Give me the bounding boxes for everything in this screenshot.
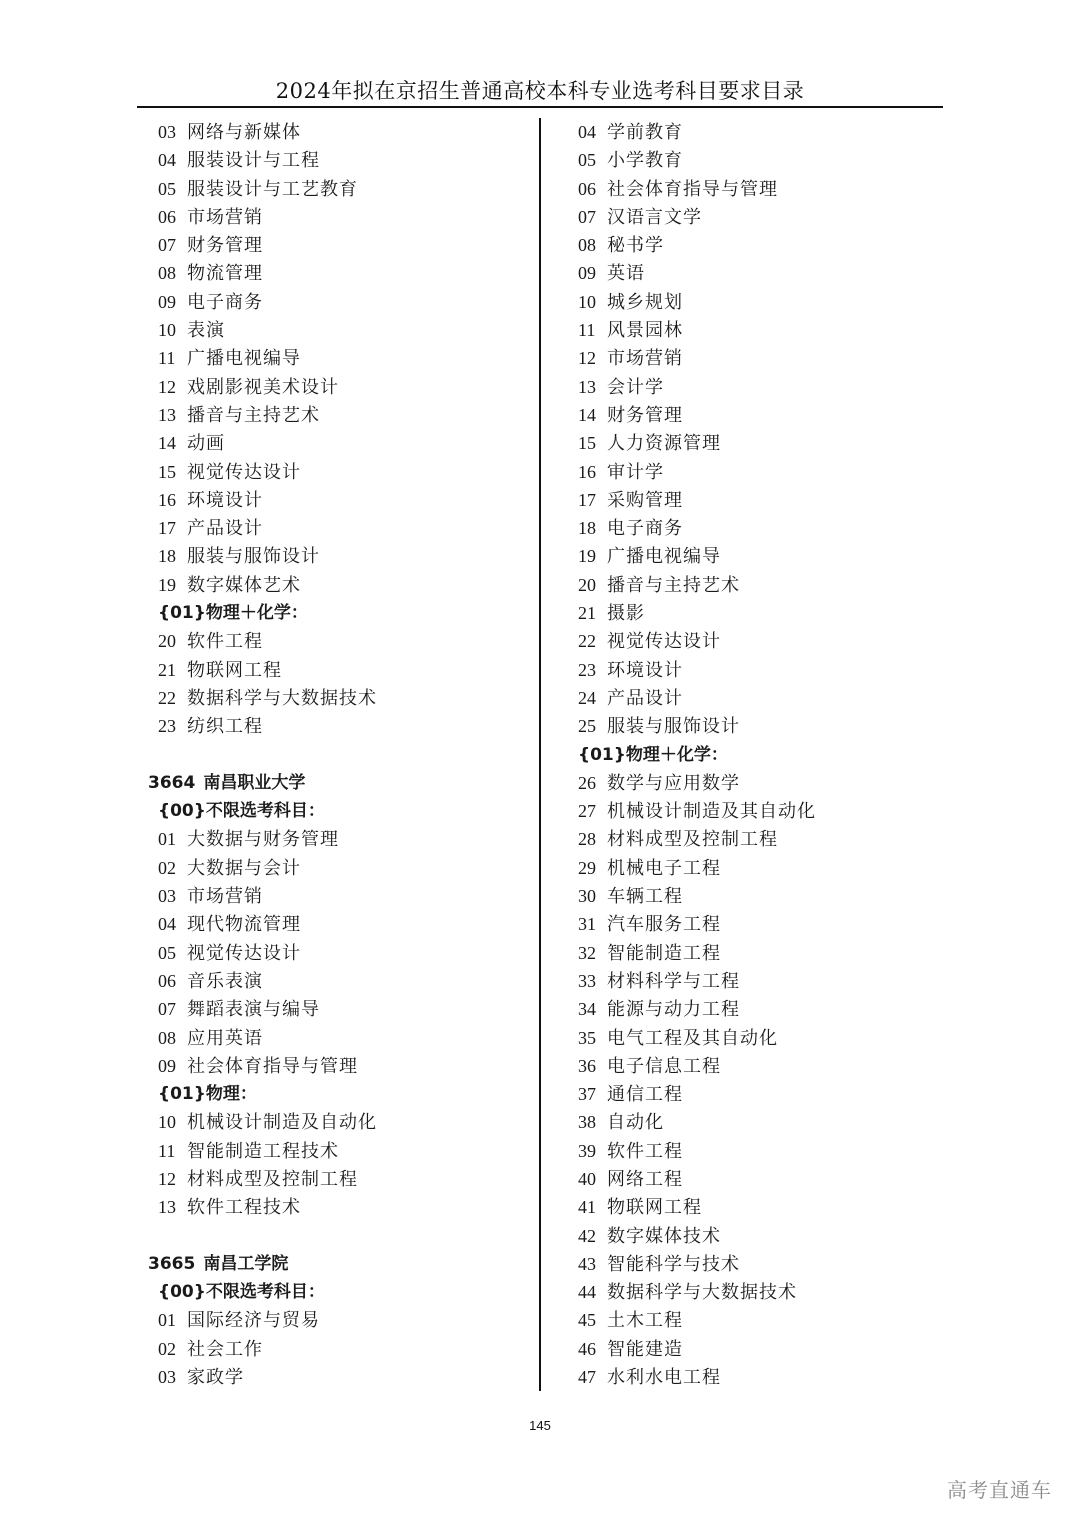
major-code: 03 — [158, 1367, 176, 1388]
major-code: 19 — [158, 574, 176, 595]
major-code: 08 — [158, 1027, 176, 1048]
major-row — [568, 344, 948, 372]
major-name: 物流管理 — [187, 263, 263, 285]
major-name: 播音与主持艺术 — [607, 574, 740, 596]
major-code: 46 — [578, 1338, 596, 1359]
major-row — [568, 203, 948, 231]
major-code: 34 — [578, 999, 596, 1020]
major-code: 13 — [158, 404, 176, 425]
major-name: 电子商务 — [607, 518, 683, 540]
major-row — [148, 1363, 533, 1391]
major-row — [148, 542, 533, 570]
major-code: 45 — [578, 1310, 596, 1331]
major-name: 产品设计 — [607, 687, 683, 709]
major-code: 17 — [158, 518, 176, 539]
major-row — [568, 656, 948, 684]
major-name: 网络工程 — [607, 1168, 683, 1190]
major-code: 13 — [158, 1197, 176, 1218]
major-row — [148, 1335, 533, 1363]
major-name: 表演 — [187, 320, 225, 342]
major-name: 城乡规划 — [607, 291, 683, 313]
major-name: 材料成型及控制工程 — [187, 1168, 358, 1190]
major-row — [148, 995, 533, 1023]
major-name: 软件工程 — [187, 631, 263, 653]
major-name: 动画 — [187, 433, 225, 455]
major-row — [148, 259, 533, 287]
major-name: 应用英语 — [187, 1027, 263, 1049]
major-row — [568, 146, 948, 174]
major-name: 环境设计 — [187, 489, 263, 511]
major-code: 11 — [158, 1140, 176, 1161]
major-name: 汉语言文学 — [607, 206, 702, 228]
major-row — [568, 514, 948, 542]
major-name: 软件工程 — [607, 1140, 683, 1162]
major-code: 10 — [158, 320, 176, 341]
major-code: 13 — [578, 376, 596, 397]
major-row — [148, 288, 533, 316]
major-row — [568, 882, 948, 910]
major-name: 社会工作 — [187, 1338, 263, 1360]
major-code: 33 — [578, 970, 596, 991]
major-code: 39 — [578, 1140, 596, 1161]
major-name: 材料科学与工程 — [607, 970, 740, 992]
major-code: 29 — [578, 857, 596, 878]
major-code: 15 — [158, 461, 176, 482]
major-row — [568, 825, 948, 853]
major-code: 06 — [158, 970, 176, 991]
major-code: 20 — [578, 574, 596, 595]
major-name: 智能建造 — [607, 1338, 683, 1360]
major-name: 视觉传达设计 — [607, 631, 721, 653]
major-name: 智能制造工程技术 — [187, 1140, 339, 1162]
major-name: 数字媒体艺术 — [187, 574, 301, 596]
major-row — [148, 401, 533, 429]
major-name: 环境设计 — [607, 659, 683, 681]
major-name: 数学与应用数学 — [607, 772, 740, 794]
school-heading — [148, 1250, 533, 1278]
major-row — [148, 1024, 533, 1052]
major-code: 02 — [158, 1338, 176, 1359]
major-row — [568, 571, 948, 599]
major-code: 19 — [578, 546, 596, 567]
watermark: 高考直通车 — [947, 1478, 1052, 1502]
major-name: 市场营销 — [607, 348, 683, 370]
major-row — [568, 769, 948, 797]
major-name: 服装设计与工艺教育 — [187, 178, 358, 200]
major-row — [148, 429, 533, 457]
major-code: 31 — [578, 914, 596, 935]
subject-group-heading: {01}物理＋化学： — [158, 603, 308, 624]
major-name: 服装与服饰设计 — [187, 546, 320, 568]
blank-row — [148, 1222, 533, 1250]
major-name: 机械电子工程 — [607, 857, 721, 879]
major-row — [568, 1278, 948, 1306]
major-code: 01 — [158, 829, 176, 850]
major-name: 小学教育 — [607, 150, 683, 172]
major-name: 汽车服务工程 — [607, 914, 721, 936]
major-row — [568, 1137, 948, 1165]
major-name: 国际经济与贸易 — [187, 1310, 320, 1332]
major-row — [568, 1080, 948, 1108]
major-code: 05 — [158, 942, 176, 963]
major-name: 服装设计与工程 — [187, 150, 320, 172]
major-row — [148, 712, 533, 740]
major-row — [568, 797, 948, 825]
major-name: 大数据与会计 — [187, 857, 301, 879]
major-row — [148, 344, 533, 372]
major-row — [148, 1137, 533, 1165]
page-title: 2024年拟在京招生普通高校本科专业选考科目要求目录 — [275, 79, 805, 103]
major-row — [148, 910, 533, 938]
major-row — [148, 146, 533, 174]
major-row — [568, 1024, 948, 1052]
major-code: 09 — [158, 291, 176, 312]
major-row — [568, 288, 948, 316]
major-code: 16 — [578, 461, 596, 482]
major-row — [568, 939, 948, 967]
major-name: 材料成型及控制工程 — [607, 829, 778, 851]
major-row — [148, 373, 533, 401]
major-code: 25 — [578, 716, 596, 737]
major-code: 27 — [578, 801, 596, 822]
major-name: 大数据与财务管理 — [187, 829, 339, 851]
major-name: 舞蹈表演与编导 — [187, 999, 320, 1021]
major-row — [568, 316, 948, 344]
right-column — [568, 118, 948, 1391]
major-row — [568, 684, 948, 712]
major-row — [148, 231, 533, 259]
major-code: 04 — [578, 122, 596, 142]
major-name: 音乐表演 — [187, 970, 263, 992]
major-code: 06 — [578, 178, 596, 199]
major-code: 42 — [578, 1225, 596, 1246]
major-row — [568, 1193, 948, 1221]
major-name: 家政学 — [187, 1367, 244, 1389]
major-row — [568, 458, 948, 486]
major-row — [148, 684, 533, 712]
major-code: 05 — [578, 150, 596, 171]
major-row — [568, 1222, 948, 1250]
major-row — [568, 712, 948, 740]
major-code: 47 — [578, 1367, 596, 1388]
major-row — [568, 373, 948, 401]
major-row — [568, 259, 948, 287]
major-code: 30 — [578, 886, 596, 907]
major-row — [148, 203, 533, 231]
major-code: 40 — [578, 1168, 596, 1189]
subject-group-heading: {01}物理： — [158, 1084, 257, 1105]
major-name: 学前教育 — [607, 122, 683, 143]
major-name: 物联网工程 — [187, 659, 282, 681]
major-row — [568, 401, 948, 429]
major-code: 16 — [158, 489, 176, 510]
major-code: 07 — [578, 206, 596, 227]
major-name: 社会体育指导与管理 — [607, 178, 778, 200]
major-code: 22 — [578, 631, 596, 652]
major-name: 软件工程技术 — [187, 1197, 301, 1219]
subject-group-heading: {00}不限选考科目： — [158, 801, 325, 822]
major-row — [568, 175, 948, 203]
major-name: 采购管理 — [607, 489, 683, 511]
major-name: 纺织工程 — [187, 716, 263, 738]
major-code: 23 — [578, 659, 596, 680]
major-code: 10 — [158, 1112, 176, 1133]
major-code: 24 — [578, 687, 596, 708]
major-name: 能源与动力工程 — [607, 999, 740, 1021]
major-row — [568, 1052, 948, 1080]
major-name: 秘书学 — [607, 235, 664, 257]
major-name: 会计学 — [607, 376, 664, 398]
left-column — [148, 118, 533, 1391]
major-row — [148, 1108, 533, 1136]
major-row — [148, 1165, 533, 1193]
major-name: 英语 — [607, 263, 645, 285]
major-name: 智能科学与技术 — [607, 1253, 740, 1275]
header-rule — [137, 106, 943, 108]
major-row — [568, 1306, 948, 1334]
major-name: 财务管理 — [187, 235, 263, 257]
major-name: 播音与主持艺术 — [187, 404, 320, 426]
major-row — [568, 854, 948, 882]
major-row — [148, 514, 533, 542]
major-name: 广播电视编导 — [607, 546, 721, 568]
major-name: 通信工程 — [607, 1084, 683, 1106]
major-name: 机械设计制造及其自动化 — [607, 801, 816, 823]
major-code: 41 — [578, 1197, 596, 1218]
major-code: 43 — [578, 1253, 596, 1274]
major-name: 财务管理 — [607, 404, 683, 426]
major-code: 02 — [158, 857, 176, 878]
major-name: 电气工程及其自动化 — [607, 1027, 778, 1049]
major-code: 12 — [158, 376, 176, 397]
major-row — [568, 486, 948, 514]
major-code: 10 — [578, 291, 596, 312]
page-number: 145 — [529, 1418, 551, 1433]
major-code: 38 — [578, 1112, 596, 1133]
major-code: 07 — [158, 999, 176, 1020]
major-code: 32 — [578, 942, 596, 963]
blank-row — [148, 741, 533, 769]
major-name: 智能制造工程 — [607, 942, 721, 964]
major-code: 12 — [578, 348, 596, 369]
major-row — [148, 458, 533, 486]
school-code: 3664 — [148, 772, 196, 793]
major-name: 土木工程 — [607, 1310, 683, 1332]
major-name: 风景园林 — [607, 320, 683, 342]
major-name: 现代物流管理 — [187, 914, 301, 936]
major-row — [568, 542, 948, 570]
major-row — [568, 231, 948, 259]
major-code: 11 — [158, 348, 176, 369]
major-row — [148, 1193, 533, 1221]
major-name: 服装与服饰设计 — [607, 716, 740, 738]
major-code: 37 — [578, 1084, 596, 1105]
major-row — [568, 967, 948, 995]
major-code: 01 — [158, 1310, 176, 1331]
major-code: 04 — [158, 150, 176, 171]
major-name: 戏剧影视美术设计 — [187, 376, 339, 398]
major-row — [148, 882, 533, 910]
major-name: 摄影 — [607, 603, 645, 625]
major-row — [568, 1335, 948, 1363]
major-code: 28 — [578, 829, 596, 850]
major-row — [568, 910, 948, 938]
major-name: 审计学 — [607, 461, 664, 483]
major-name: 广播电视编导 — [187, 348, 301, 370]
major-name: 产品设计 — [187, 518, 263, 540]
major-code: 09 — [578, 263, 596, 284]
major-row — [148, 175, 533, 203]
major-row — [568, 429, 948, 457]
school-code: 3665 — [148, 1253, 196, 1274]
major-name: 数据科学与大数据技术 — [607, 1282, 797, 1304]
subject-group-heading: {00}不限选考科目： — [158, 1282, 325, 1303]
major-code: 11 — [578, 320, 596, 341]
school-heading — [148, 769, 533, 797]
major-name: 物联网工程 — [607, 1197, 702, 1219]
major-code: 23 — [158, 716, 176, 737]
major-row — [568, 118, 948, 146]
major-code: 08 — [578, 235, 596, 256]
school-name: 南昌工学院 — [203, 1253, 289, 1274]
major-code: 14 — [158, 433, 176, 454]
major-code: 06 — [158, 206, 176, 227]
major-code: 21 — [578, 603, 596, 624]
major-code: 44 — [578, 1282, 596, 1303]
major-name: 数字媒体技术 — [607, 1225, 721, 1247]
major-row — [568, 1363, 948, 1391]
major-code: 03 — [158, 122, 176, 142]
major-code: 18 — [158, 546, 176, 567]
major-code: 22 — [158, 687, 176, 708]
major-name: 市场营销 — [187, 206, 263, 228]
major-code: 20 — [158, 631, 176, 652]
column-divider — [539, 118, 541, 1391]
major-code: 17 — [578, 489, 596, 510]
major-code: 36 — [578, 1055, 596, 1076]
major-code: 35 — [578, 1027, 596, 1048]
major-name: 水利水电工程 — [607, 1367, 721, 1389]
major-name: 网络与新媒体 — [187, 122, 301, 143]
major-code: 08 — [158, 263, 176, 284]
major-name: 电子信息工程 — [607, 1055, 721, 1077]
major-code: 09 — [158, 1055, 176, 1076]
major-row — [568, 995, 948, 1023]
major-row — [148, 854, 533, 882]
major-row — [148, 939, 533, 967]
major-name: 车辆工程 — [607, 886, 683, 908]
major-row — [148, 486, 533, 514]
major-row — [568, 1250, 948, 1278]
major-row — [148, 656, 533, 684]
major-code: 18 — [578, 518, 596, 539]
school-name: 南昌职业大学 — [203, 772, 306, 793]
major-code: 05 — [158, 178, 176, 199]
major-name: 视觉传达设计 — [187, 942, 301, 964]
major-code: 12 — [158, 1168, 176, 1189]
major-code: 15 — [578, 433, 596, 454]
major-code: 07 — [158, 235, 176, 256]
major-code: 21 — [158, 659, 176, 680]
major-code: 04 — [158, 914, 176, 935]
major-row — [148, 1052, 533, 1080]
major-row — [148, 825, 533, 853]
major-row — [148, 1306, 533, 1334]
major-name: 视觉传达设计 — [187, 461, 301, 483]
major-name: 人力资源管理 — [607, 433, 721, 455]
subject-group-heading: {01}物理＋化学： — [578, 744, 728, 765]
major-row — [568, 1165, 948, 1193]
major-code: 26 — [578, 772, 596, 793]
major-code: 14 — [578, 404, 596, 425]
major-code: 03 — [158, 886, 176, 907]
major-name: 市场营销 — [187, 886, 263, 908]
major-row — [148, 627, 533, 655]
major-row — [568, 1108, 948, 1136]
major-name: 机械设计制造及自动化 — [187, 1112, 377, 1134]
major-row — [148, 571, 533, 599]
major-row — [148, 967, 533, 995]
major-row — [148, 118, 533, 146]
major-name: 电子商务 — [187, 291, 263, 313]
major-row — [568, 599, 948, 627]
major-name: 数据科学与大数据技术 — [187, 687, 377, 709]
major-row — [568, 627, 948, 655]
major-name: 自动化 — [607, 1112, 664, 1134]
major-row — [148, 316, 533, 344]
major-name: 社会体育指导与管理 — [187, 1055, 358, 1077]
